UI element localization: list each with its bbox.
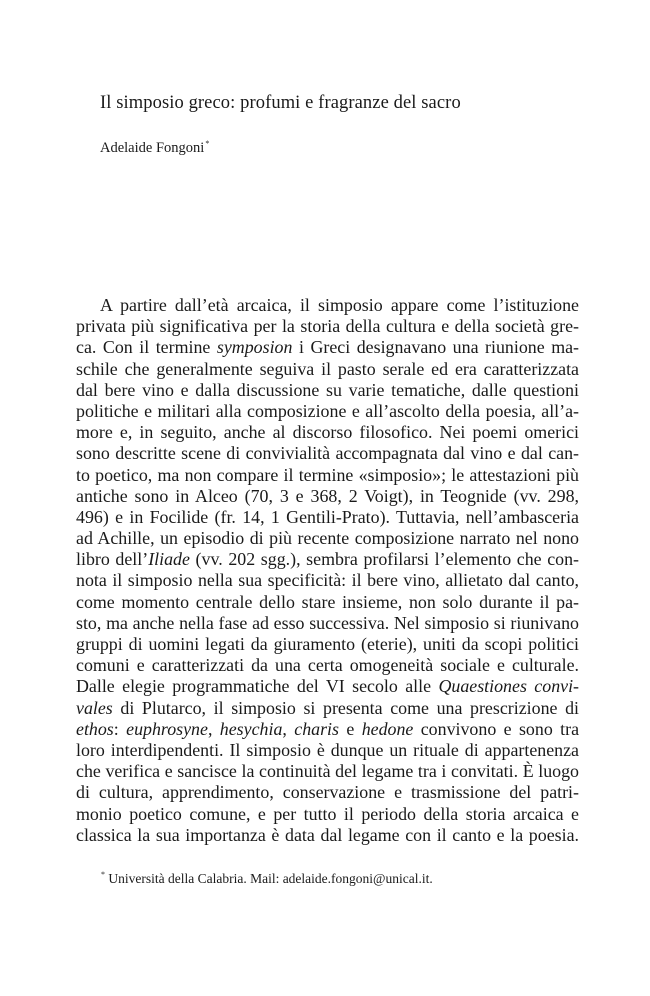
author-line [100, 139, 209, 157]
italic-term: ethos [76, 718, 114, 739]
italic-term: charis [294, 718, 339, 739]
footnote-mark: * [101, 870, 105, 879]
body-line: 496) e in Focilide (fr. 14, 1 Gentili-Prato). Tuttavia, nell’ambasceria [76, 506, 579, 527]
body-line: ca. Con il termine symposion i Greci designavano una riunione ma- [76, 337, 580, 358]
body-line: privata più significativa per la storia della cultura e della società gre- [76, 316, 579, 337]
footnote [100, 870, 433, 887]
author-footnote-mark: * [205, 139, 210, 148]
body-line: classica la sua importanza è data dal legame con il canto e la poesia. [76, 824, 579, 845]
body-line: come momento centrale dello stare insieme, non solo durante il pa- [76, 591, 579, 612]
body-line: ethos: euphrosyne, hesychia, charis e hedone convivono e sono tra [76, 718, 580, 739]
body-line: libro dell’Iliade (vv. 202 sgg.), sembra profilarsi l’elemento che con- [76, 549, 579, 570]
body-line: ad Achille, un episodio di più recente composizione narrato nel nono [76, 528, 579, 549]
italic-term: euphrosyne [126, 718, 208, 739]
body-text [76, 295, 579, 846]
body-line: sono descritte scene di convivialità accompagnata dal vino e dal can- [76, 443, 579, 464]
body-line: to poetico, ma non compare il termine «simposio»; le attestazioni più [76, 464, 579, 485]
body-line: Dalle elegie programmatiche del VI secolo alle Quaestiones convi- [76, 676, 580, 697]
body-line: more e, in seguito, anche al discorso filosofico. Nei poemi omerici [76, 422, 579, 443]
italic-term: Quaestiones convi- [438, 676, 580, 697]
author-name: Adelaide Fongoni [100, 140, 205, 156]
body-line: che verifica e sancisce la continuità del legame tra i convitati. È luogo [76, 761, 579, 782]
italic-term: hesychia [219, 718, 283, 739]
body-line: loro interdipendenti. Il simposio è dunque un rituale di appartenenza [76, 739, 579, 760]
article-title: Il simposio greco: profumi e fragranze del sacro [100, 93, 461, 113]
body-line: dal bere vino e dalla discussione su varie tematiche, dalle questioni [76, 379, 579, 400]
footnote-text: Università della Calabria. Mail: adelaide.fongoni@unical.it. [108, 871, 433, 886]
italic-term: symposion [216, 337, 293, 358]
body-line: vales di Plutarco, il simposio si presenta come una prescrizione di [76, 697, 579, 718]
italic-term: vales [76, 697, 113, 718]
body-line: A partire dall’età arcaica, il simposio appare come l’istituzione [100, 295, 579, 315]
body-line: monio poetico comune, e per tutto il periodo della storia arcaica e [76, 803, 579, 824]
body-line: sto, ma anche nella fase ad esso successiva. Nel simposio si riunivano [76, 612, 579, 633]
body-line: comuni e caratterizzati da una certa omogeneità sociale e culturale. [76, 655, 579, 676]
italic-term: hedone [361, 718, 414, 739]
body-line: politiche e militari alla composizione e all’ascolto della poesia, all’a- [76, 400, 579, 421]
body-line: antiche sono in Alceo (70, 3 e 368, 2 Voigt), in Teognide (vv. 298, [76, 485, 579, 506]
italic-term: Iliade [148, 549, 190, 570]
body-line: gruppi di uomini legati da giuramento (eterie), uniti da scopi politici [76, 634, 579, 654]
body-line: schile che generalmente seguiva il pasto serale ed era caratterizzata [76, 358, 579, 379]
body-line: nota il simposio nella sua specificità: il bere vino, allietato dal canto, [76, 570, 579, 591]
body-line: di cultura, apprendimento, conservazione e trasmissione del patri- [76, 782, 579, 803]
